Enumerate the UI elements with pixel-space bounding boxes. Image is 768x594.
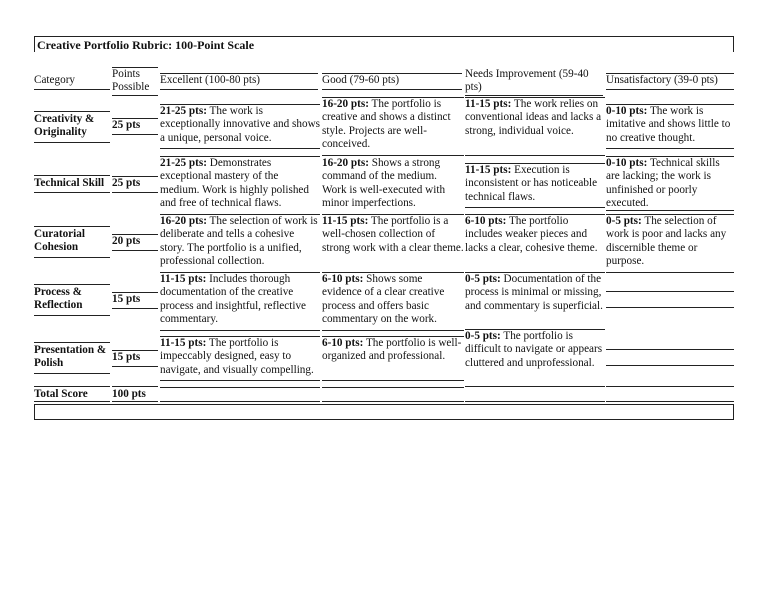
pts-range: 6-10 pts: xyxy=(322,337,364,349)
header-rule xyxy=(112,67,158,68)
cell-rule xyxy=(322,330,464,331)
cell-rule xyxy=(112,350,158,351)
pts-range: 0-5 pts: xyxy=(606,215,642,227)
row-curatorial-points: 20 pts xyxy=(112,235,141,247)
pts-range: 16-20 pts: xyxy=(322,98,369,110)
total-label: Total Score xyxy=(34,388,88,400)
cell-rule xyxy=(34,257,110,258)
cell-rule xyxy=(465,272,605,273)
header-rule xyxy=(34,89,110,90)
row-technical-good xyxy=(322,157,464,213)
pts-range: 0-5 pts: xyxy=(465,273,501,285)
criterion-text: Execution is inconsistent or has noticeable technical flaws. xyxy=(465,164,598,203)
row-presentation-unsat xyxy=(606,337,734,379)
row-presentation-points: 15 pts xyxy=(112,351,141,363)
criterion-text: The portfolio is well-organized and professional. xyxy=(322,337,462,363)
row-process-good xyxy=(322,273,464,329)
row-presentation-good xyxy=(322,337,464,379)
criterion-text: The portfolio is creative and shows a distinct style. Projects are well-conceived. xyxy=(322,98,451,151)
pts-range: 0-10 pts: xyxy=(606,157,648,169)
criterion-text: Includes thorough documentation of the creative process and insightful, reflective commentary. xyxy=(160,273,307,326)
cell-rule xyxy=(112,250,158,251)
header-rule xyxy=(160,89,318,90)
cell-rule xyxy=(465,163,605,164)
cell-rule xyxy=(112,292,158,293)
total-points: 100 pts xyxy=(112,388,146,400)
pts-range: 0-10 pts: xyxy=(606,105,648,117)
cell-rule xyxy=(322,155,464,156)
cell-rule xyxy=(112,118,158,119)
row-process-excellent xyxy=(160,273,320,329)
cell-rule xyxy=(34,284,110,285)
criterion-text: Shows a strong command of the medium. Work is well-executed with minor imperfections. xyxy=(322,157,446,210)
cell-rule xyxy=(606,156,734,157)
header-rule xyxy=(606,73,734,74)
pts-range: 6-10 pts: xyxy=(322,273,364,285)
cell-rule xyxy=(160,380,320,381)
cell-rule xyxy=(606,214,734,215)
row-technical-needs xyxy=(465,164,605,206)
cell-rule xyxy=(112,401,158,402)
cell-rule xyxy=(34,142,110,143)
row-technical-points: 25 pts xyxy=(112,177,141,189)
cell-rule xyxy=(112,308,158,309)
cell-rule xyxy=(322,387,464,388)
row-process-needs xyxy=(465,273,605,329)
cell-rule xyxy=(112,386,158,387)
cell-rule xyxy=(465,97,605,98)
pts-range: 11-15 pts: xyxy=(322,215,369,227)
criterion-text: The selection of work is poor and lacks any discernible theme or purpose. xyxy=(606,215,727,268)
row-creativity-category: Creativity & Originality xyxy=(34,113,95,139)
pts-range: 6-10 pts: xyxy=(465,215,507,227)
pts-range: 11-15 pts: xyxy=(465,98,512,110)
row-presentation-excellent xyxy=(160,337,320,379)
cell-rule xyxy=(34,373,110,374)
header-rule xyxy=(465,95,603,96)
cell-rule xyxy=(322,336,464,337)
row-curatorial-needs xyxy=(465,215,605,271)
cell-rule xyxy=(34,386,110,387)
criterion-text: Technical skills are lacking; the work is unfinished or poorly executed. xyxy=(606,157,720,210)
cell-rule xyxy=(322,401,464,402)
criterion-text: The portfolio is a well-chosen collection of strong work with a clear theme. xyxy=(322,215,464,254)
cell-rule xyxy=(465,214,605,215)
cell-rule xyxy=(112,134,158,135)
cell-rule xyxy=(112,234,158,235)
cell-rule xyxy=(34,315,110,316)
cell-rule xyxy=(160,387,320,388)
criterion-text: Documentation of the process is minimal or missing, and commentary is superficial. xyxy=(465,273,603,312)
cell-rule xyxy=(34,342,110,343)
pts-range: 21-25 pts: xyxy=(160,157,207,169)
cell-rule xyxy=(322,214,464,215)
pts-range: 16-20 pts: xyxy=(160,215,207,227)
cell-rule xyxy=(34,401,110,402)
rubric-title: Creative Portfolio Rubric: 100-Point Scale xyxy=(34,36,734,52)
row-presentation-category: Presentation & Polish xyxy=(34,344,107,370)
row-presentation-needs xyxy=(465,330,605,386)
cell-rule xyxy=(606,401,734,402)
table-footer-box xyxy=(34,404,734,420)
row-technical-category: Technical Skill xyxy=(34,177,105,189)
header-unsat: Unsatisfactory (39-0 pts) xyxy=(606,74,718,86)
criterion-text: The portfolio is difficult to navigate or appears cluttered and unprofessional. xyxy=(465,330,603,369)
pts-range: 16-20 pts: xyxy=(322,157,369,169)
cell-rule xyxy=(160,156,320,157)
cell-rule xyxy=(160,401,320,402)
cell-rule xyxy=(160,104,320,105)
cell-rule xyxy=(465,207,605,208)
row-process-points: 15 pts xyxy=(112,293,141,305)
row-process-unsat xyxy=(606,273,734,329)
row-curatorial-unsat xyxy=(606,215,734,271)
criterion-text: Demonstrates exceptional mastery of the medium. Work is highly polished and free of technical flaws. xyxy=(160,157,309,210)
cell-rule xyxy=(606,386,734,387)
cell-rule xyxy=(160,336,320,337)
criterion-text: The work relies on conventional ideas and lacks a strong, individual voice. xyxy=(465,98,602,137)
cell-rule xyxy=(465,401,605,402)
cell-rule xyxy=(465,155,605,156)
header-excellent: Excellent (100-80 pts) xyxy=(160,74,261,86)
header-rule xyxy=(322,73,462,74)
cell-rule xyxy=(606,210,734,211)
row-creativity-points: 25 pts xyxy=(112,119,141,131)
criterion-text: Shows some evidence of a clear creative process and offers basic commentary on the work. xyxy=(322,273,445,326)
criterion-text: The selection of work is deliberate and tells a cohesive story. The portfolio is a unified, professional collection. xyxy=(160,215,318,268)
cell-rule xyxy=(34,111,110,112)
cell-rule xyxy=(465,329,605,330)
cell-rule xyxy=(34,175,110,176)
cell-rule xyxy=(322,97,464,98)
cell-rule xyxy=(112,366,158,367)
cell-rule xyxy=(322,272,464,273)
criterion-text: The work is exceptionally innovative and shows a unique, personal voice. xyxy=(160,105,320,144)
cell-rule xyxy=(112,176,158,177)
cell-rule xyxy=(34,226,110,227)
pts-range: 11-15 pts: xyxy=(160,273,207,285)
row-creativity-unsat xyxy=(606,105,734,147)
cell-rule xyxy=(34,192,110,193)
row-curatorial-good xyxy=(322,215,464,271)
criterion-text: The portfolio includes weaker pieces and lacks a clear, cohesive theme. xyxy=(465,215,598,254)
cell-rule xyxy=(160,330,320,331)
header-needs: Needs Improvement (59-40 pts) xyxy=(465,68,589,94)
cell-rule xyxy=(160,272,320,273)
row-curatorial-category: Curatorial Cohesion xyxy=(34,228,85,254)
header-points: Points Possible xyxy=(112,68,150,94)
cell-rule xyxy=(322,380,464,381)
row-creativity-needs xyxy=(465,98,603,154)
cell-rule xyxy=(606,365,734,366)
cell-rule xyxy=(606,272,734,273)
row-technical-excellent xyxy=(160,157,320,213)
header-good: Good (79-60 pts) xyxy=(322,74,400,86)
pts-range: 21-25 pts: xyxy=(160,105,207,117)
cell-rule xyxy=(112,192,158,193)
cell-rule xyxy=(606,104,734,105)
cell-rule xyxy=(606,148,734,149)
criterion-text: The portfolio is impeccably designed, easy to navigate, and visually compelling. xyxy=(160,337,314,376)
cell-rule xyxy=(606,349,734,350)
header-category: Category xyxy=(34,74,76,86)
row-creativity-good xyxy=(322,98,464,154)
header-rule xyxy=(112,95,158,96)
row-process-category: Process & Reflection xyxy=(34,286,83,312)
row-curatorial-excellent xyxy=(160,215,320,271)
cell-rule xyxy=(465,386,605,387)
header-rule xyxy=(606,89,734,90)
cell-rule xyxy=(160,214,320,215)
header-rule xyxy=(322,89,462,90)
header-rule xyxy=(160,73,318,74)
cell-rule xyxy=(606,307,734,308)
pts-range: 11-15 pts: xyxy=(160,337,207,349)
pts-range: 0-5 pts: xyxy=(465,330,501,342)
pts-range: 11-15 pts: xyxy=(465,164,512,176)
cell-rule xyxy=(606,291,734,292)
row-technical-unsat xyxy=(606,157,734,213)
criterion-text: The work is imitative and shows little to no creative thought. xyxy=(606,105,731,144)
row-creativity-excellent xyxy=(160,105,320,147)
cell-rule xyxy=(160,148,320,149)
